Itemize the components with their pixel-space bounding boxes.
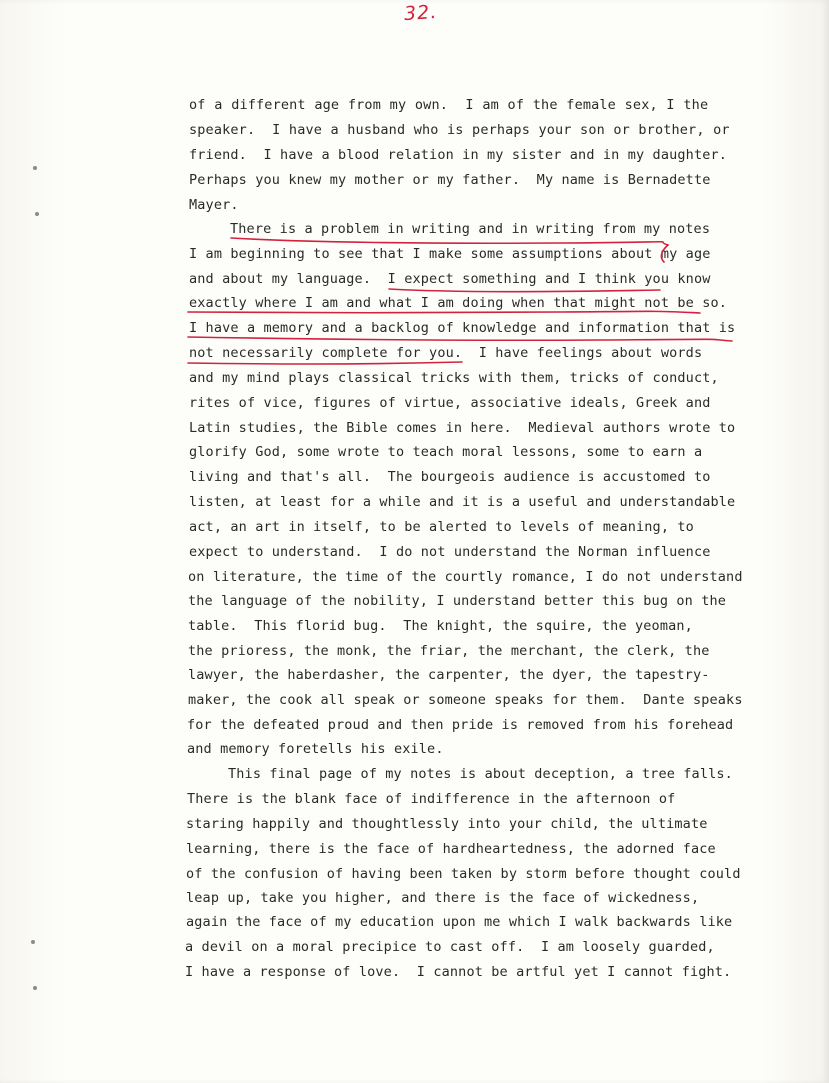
underline-mark [389,289,660,292]
text-line: I have a memory and a backlog of knowledge and information that is [189,320,736,336]
text-line: learning, there is the face of hardheartedness, the adorned face [186,841,716,857]
text-line: Latin studies, the Bible comes in here. Medieval authors wrote to [189,420,736,436]
text-line: not necessarily complete for you. I have feelings about words [189,345,703,361]
binder-hole-mark [33,166,37,170]
text-line: listen, at least for a while and it is a useful and understandable [189,494,736,510]
underline-mark [188,311,700,313]
text-line: and my mind plays classical tricks with them, tricks of conduct, [189,370,719,386]
handwritten-page-number: 32. [403,0,438,26]
text-line: again the face of my education upon me which I walk backwards like [186,914,733,930]
text-line: of a different age from my own. I am of the female sex, I the [189,97,709,113]
text-line: rites of vice, figures of virtue, associative ideals, Greek and [189,395,711,411]
text-line: expect to understand. I do not understand the Norman influence [189,544,711,560]
binder-hole-mark [35,212,39,216]
text-line: the prioress, the monk, the friar, the merchant, the clerk, the [188,643,710,659]
text-line: leap up, take you higher, and there is the face of wickedness, [186,890,700,906]
text-line: I am beginning to see that I make some assumptions about my age [189,246,711,262]
underline-mark [188,362,462,364]
underline-mark [188,337,732,341]
text-line: glorify God, some wrote to teach moral lessons, some to earn a [189,444,703,460]
text-line: friend. I have a blood relation in my sister and in my daughter. [189,147,728,163]
text-line: table. This florid bug. The knight, the squire, the yeoman, [188,618,693,634]
binder-hole-mark [31,940,35,944]
text-line: lawyer, the haberdasher, the carpenter, the dyer, the tapestry- [188,667,710,683]
text-line: This final page of my notes is about deception, a tree falls. [228,766,733,782]
text-line: for the defeated proud and then pride is removed from his forehead [187,717,734,733]
text-line: of the confusion of having been taken by storm before thought could [186,866,741,882]
underline-mark [231,238,668,245]
text-line: Mayer. [189,197,239,213]
text-line: speaker. I have a husband who is perhaps your son or brother, or [189,122,730,138]
text-line: staring happily and thoughtlessly into your child, the ultimate [186,816,708,832]
text-line: There is a problem in writing and in writing from my notes [230,221,711,237]
binder-hole-mark [33,986,37,990]
text-line: act, an art in itself, to be alerted to levels of meaning, to [189,519,694,535]
text-line: the language of the nobility, I understand better this bug on the [188,593,727,609]
text-line: I have a response of love. I cannot be artful yet I cannot fight. [185,964,732,980]
text-line: exactly where I am and what I am doing when that might not be so. [189,295,728,311]
text-line: on literature, the time of the courtly romance, I do not understand [188,569,743,585]
text-line: There is the blank face of indifference in the afternoon of [187,791,676,807]
text-line: Perhaps you knew my mother or my father. My name is Bernadette [189,172,711,188]
text-line: and memory foretells his exile. [187,741,444,757]
text-line: maker, the cook all speak or someone speaks for them. Dante speaks [188,692,743,708]
text-line: living and that's all. The bourgeois audience is accustomed to [189,469,711,485]
text-line: a devil on a moral precipice to cast off. I am loosely guarded, [185,939,715,955]
text-line: and about my language. I expect something and I think you know [189,271,711,287]
